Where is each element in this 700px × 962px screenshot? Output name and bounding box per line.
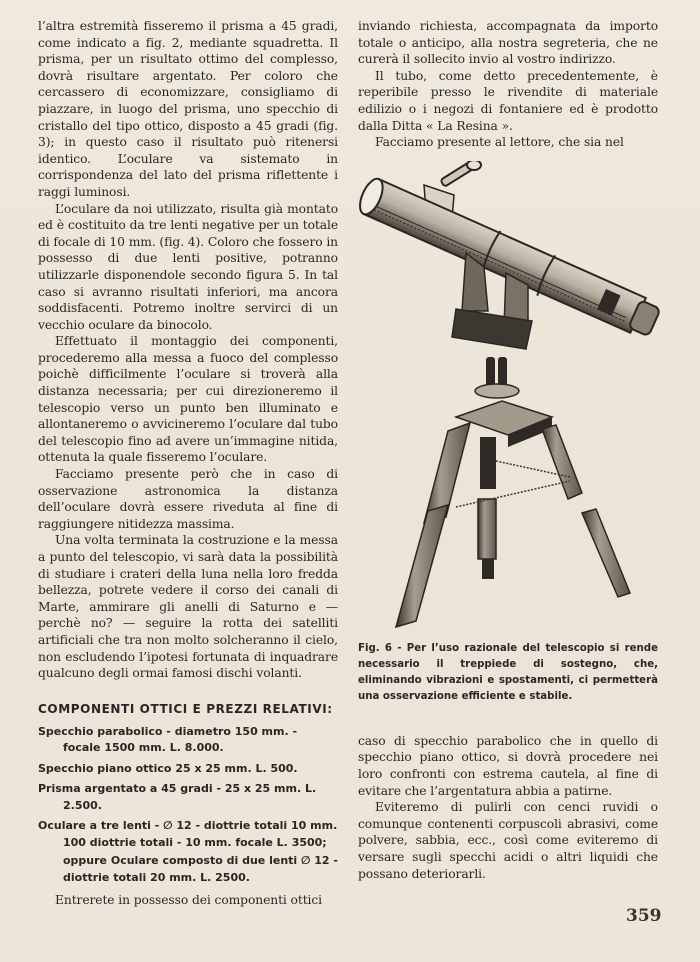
body-paragraph: Una volta terminata la costruzione e la messa a punto del telescopio, vi sarà data la possibilità di studiare i crateri della luna nella loro fredda bellezza, potrete vedere il corso dei canali di Marte, ammirare gli anelli di Saturno e — perchè no? — seguire la rotta dei satelliti artificiali che tra non molto solcheranno il cielo, non escludendo l’ipotesi fortunata di inquadrare qualcuno degli ormai famosi dischi volanti.	[38, 533, 338, 681]
tripod-leg-center	[478, 437, 496, 579]
component-item: Oculare a tre lenti - ∅ 12 - diottrie totali 10 mm. 100 diottrie totali - 10 mm. focale L. 3500;	[38, 819, 338, 849]
right-column	[358, 18, 658, 882]
components-heading: COMPONENTI OTTICI E PREZZI RELATIVI:	[38, 701, 333, 716]
body-paragraph: L’oculare da noi utilizzato, risulta già montato ed è costituito da tre lenti negative per un totale di focale di 10 mm. (fig. 4). Coloro che fossero in possesso di due lenti positive, potranno utilizzarle disponendole secondo figura 5. In tal caso si avranno risultati inferiori, ma ancora soddisfacenti. Potremo inoltre servirci di un vecchio oculare da binocolo.	[38, 201, 338, 332]
tripod-leg-left	[396, 423, 470, 627]
body-paragraph: Effettuato il montaggio dei componenti, procederemo alla messa a fuoco del complesso poichè difficilmente l’oculare si troverà alla distanza necessaria; per cui direzioneremo il telescopio verso un punto ben illuminato e allontaneremo o avvicineremo l’oculare dal tubo del telescopio fino ad avere un’immagine nitida, ottenuta la quale fisseremo l’oculare.	[38, 334, 338, 465]
mount-fork	[475, 357, 519, 398]
telescope-figure	[356, 161, 666, 631]
component-item: Prisma argentato a 45 gradi - 25 x 25 mm. L. 2.500.	[38, 782, 317, 812]
body-paragraph: Facciamo presente però che in caso di osservazione astronomica la distanza dell’oculare dovrà essere riveduta al fine di raggiungere nitidezza massima.	[38, 467, 338, 531]
component-item-alternative: oppure Oculare composto di due lenti ∅ 12 - diottrie totali 20 mm. L. 2500.	[63, 854, 338, 884]
figure-caption: Fig. 6 - Per l’uso razionale del telescopio si rende necessario il treppiede di sostegno, che, eliminando vibrazioni e spostamenti, ci permetterà una osservazione efficiente e stabile.	[358, 642, 658, 702]
tripod-leg-right	[542, 425, 630, 597]
page-number: 359	[626, 906, 662, 926]
body-paragraph: inviando richiesta, accompagnata da importo totale o anticipo, alla nostra segreteria, che ne curerà il sollecito invio al vostro indirizzo.	[358, 19, 658, 67]
tripod-chain	[456, 461, 570, 507]
body-paragraph: Facciamo presente al lettore, che sia nel	[375, 135, 624, 150]
left-column	[38, 18, 338, 909]
body-paragraph: Eviteremo di pulirli con cenci ruvidi o comunque contenenti corpuscoli abrasivi, come polvere, sabbia, ecc., così come eviteremo di versare sugli specchi acidi o altri liquidi che possano deteriorarli.	[358, 800, 658, 881]
body-paragraph: Il tubo, come detto precedentemente, è reperibile presso le rivendite di materiale edilizio o i negozi di fontaniere ed è prodotto dalla Ditta « La Resina ».	[358, 68, 658, 133]
body-paragraph: l’altra estremità fisseremo il prisma a 45 gradi, come indicato a fig. 2, mediante squadretta. Il prisma, per un risultato ottimo del complesso, dovrà risultare argentato. Per coloro che cercassero di economizzare, consigliamo di piazzare, in luogo del prisma, uno specchio di cristallo del tipo ottico, disposto a 45 gradi (fig. 3); in questo caso il risultato può ritenersi identico. L’oculare va sistemato in corrispondenza del lato del prisma riflettente i raggi luminosi.	[38, 19, 338, 199]
telescope-illustration	[356, 161, 666, 631]
component-item: Specchio piano ottico 25 x 25 mm. L. 500.	[38, 761, 298, 775]
body-paragraph: caso di specchio parabolico che in quello di specchio piano ottico, si dovrà procedere nei loro confronti con estrema cautela, al fine di evitare che l’argentatura abbia a patirne.	[358, 733, 658, 798]
body-paragraph: Entrerete in possesso dei componenti ottici	[55, 893, 323, 908]
component-item: Specchio parabolico - diametro 150 mm. - focale 1500 mm. L. 8.000.	[38, 724, 298, 755]
